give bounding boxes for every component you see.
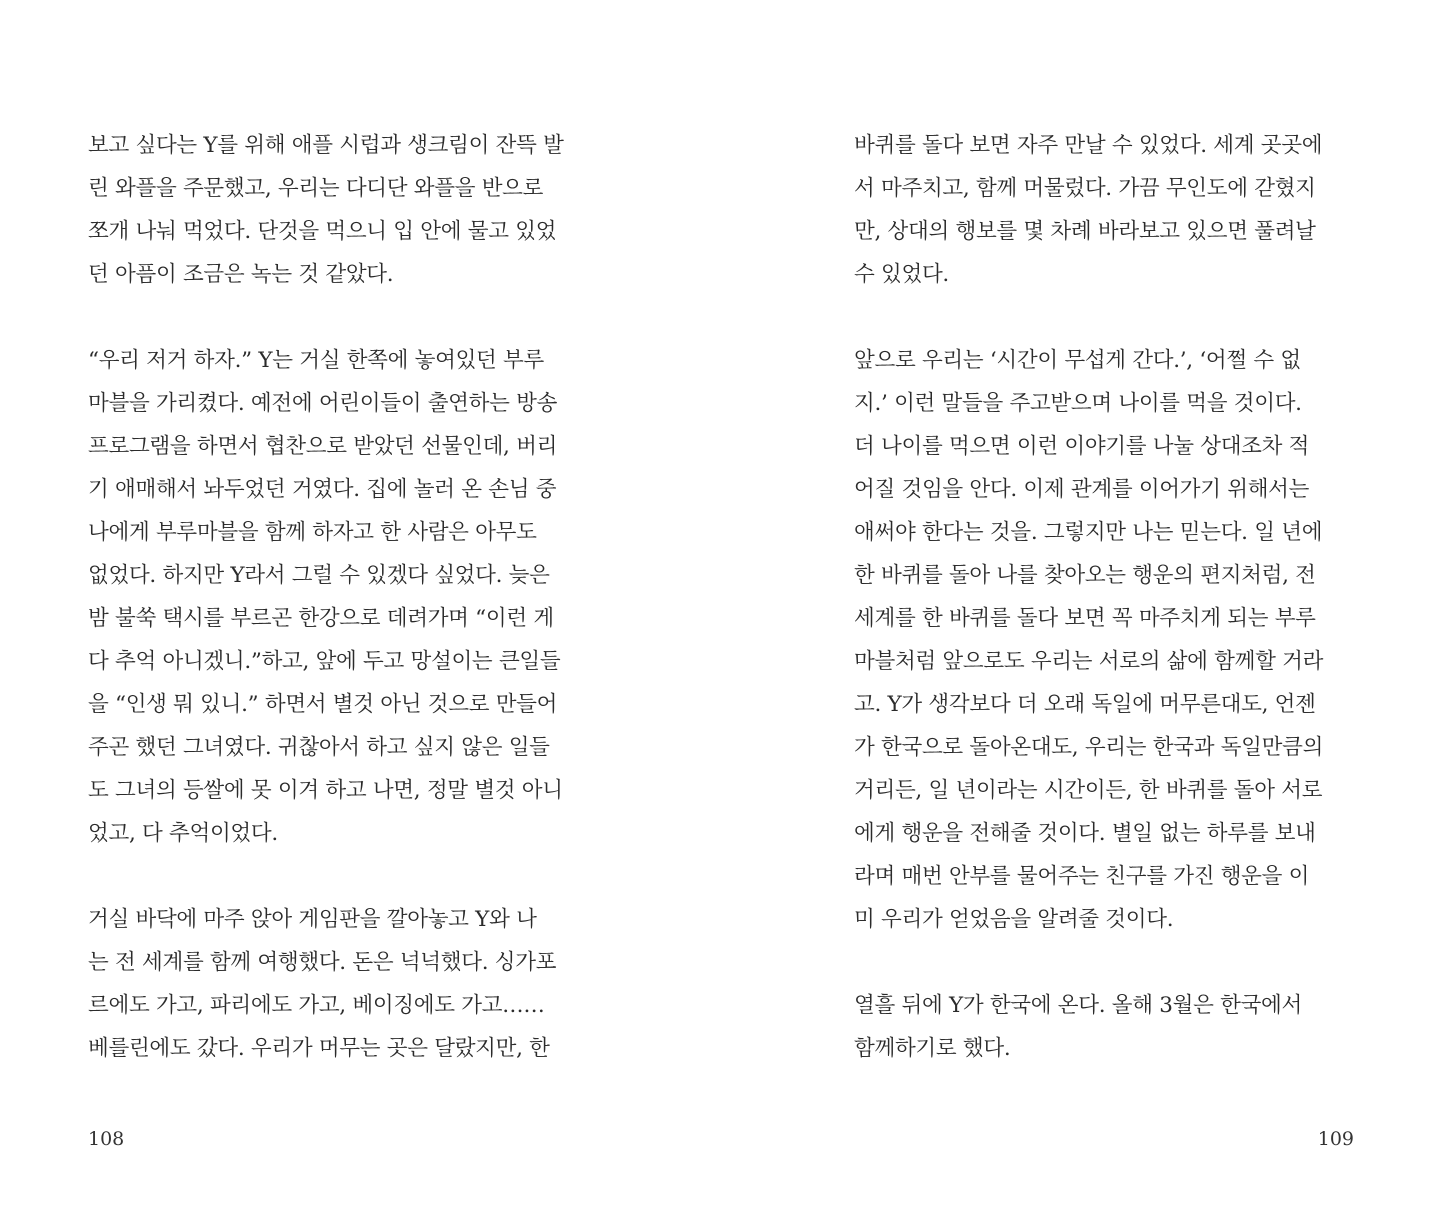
paragraph xyxy=(854,124,1352,296)
text-line: 마블처럼 앞으로도 우리는 서로의 삶에 함께할 거라 xyxy=(854,649,1324,674)
text-line: 을 “인생 뭐 있니.” 하면서 별것 아닌 것으로 만들어 xyxy=(88,692,558,717)
text-line: 프로그램을 하면서 협찬으로 받았던 선물인데, 버리 xyxy=(88,434,558,459)
page-number: 109 xyxy=(1317,1128,1354,1150)
text-line: 도 그녀의 등쌀에 못 이겨 하고 나면, 정말 별것 아니 xyxy=(88,778,563,803)
text-line: 어질 것임을 안다. 이제 관계를 이어가기 위해서는 xyxy=(854,477,1310,502)
text-line: 베를린에도 갔다. 우리가 머무는 곳은 달랐지만, 한 xyxy=(88,1036,550,1061)
text-line: 함께하기로 했다. xyxy=(854,1036,1011,1061)
text-line: 르에도 가고, 파리에도 가고, 베이징에도 가고…… xyxy=(88,993,545,1018)
paragraph-spacer xyxy=(88,855,586,898)
text-line: 지.’ 이런 말들을 주고받으며 나이를 먹을 것이다. xyxy=(854,391,1302,416)
left-page-body xyxy=(88,124,586,1070)
paragraph-spacer xyxy=(854,941,1352,984)
page-number: 108 xyxy=(88,1128,125,1150)
paragraph xyxy=(88,898,586,1070)
text-line: 애써야 한다는 것을. 그렇지만 나는 믿는다. 일 년에 xyxy=(854,520,1323,545)
text-line: 보고 싶다는 Y를 위해 애플 시럽과 생크림이 잔뜩 발 xyxy=(88,133,564,158)
text-line: 었고, 다 추억이었다. xyxy=(88,821,278,846)
text-line: 주곤 했던 그녀였다. 귀찮아서 하고 싶지 않은 일들 xyxy=(88,735,550,760)
text-line: “우리 저거 하자.” Y는 거실 한쪽에 놓여있던 부루 xyxy=(88,348,544,373)
paragraph xyxy=(854,339,1352,941)
text-line: 미 우리가 얻었음을 알려줄 것이다. xyxy=(854,907,1174,932)
right-page-body xyxy=(854,124,1352,1070)
text-line: 라며 매번 안부를 물어주는 친구를 가진 행운을 이 xyxy=(854,864,1310,889)
text-line: 쪼개 나눠 먹었다. 단것을 먹으니 입 안에 물고 있었 xyxy=(88,219,557,244)
text-line: 린 와플을 주문했고, 우리는 다디단 와플을 반으로 xyxy=(88,176,544,201)
text-line: 가 한국으로 돌아온대도, 우리는 한국과 독일만큼의 xyxy=(854,735,1324,760)
text-line: 고. Y가 생각보다 더 오래 독일에 머무른대도, 언젠 xyxy=(854,692,1316,717)
text-line: 한 바퀴를 돌아 나를 찾아오는 행운의 편지처럼, 전 xyxy=(854,563,1316,588)
text-line: 나에게 부루마블을 함께 하자고 한 사람은 아무도 xyxy=(88,520,537,545)
text-line: 바퀴를 돌다 보면 자주 만날 수 있었다. 세계 곳곳에 xyxy=(854,133,1323,158)
text-line: 거리든, 일 년이라는 시간이든, 한 바퀴를 돌아 서로 xyxy=(854,778,1323,803)
text-line: 앞으로 우리는 ‘시간이 무섭게 간다.’, ‘어쩔 수 없 xyxy=(854,348,1301,373)
text-line: 다 추억 아니겠니.”하고, 앞에 두고 망설이는 큰일들 xyxy=(88,649,561,674)
text-line: 기 애매해서 놔두었던 거였다. 집에 놀러 온 손님 중 xyxy=(88,477,557,502)
text-line: 없었다. 하지만 Y라서 그럴 수 있겠다 싶었다. 늦은 xyxy=(88,563,550,588)
text-line: 서 마주치고, 함께 머물렀다. 가끔 무인도에 갇혔지 xyxy=(854,176,1316,201)
text-line: 던 아픔이 조금은 녹는 것 같았다. xyxy=(88,262,394,287)
text-line: 는 전 세계를 함께 여행했다. 돈은 넉넉했다. 싱가포 xyxy=(88,950,557,975)
text-line: 열흘 뒤에 Y가 한국에 온다. 올해 3월은 한국에서 xyxy=(854,993,1302,1018)
text-line: 수 있었다. xyxy=(854,262,949,287)
paragraph xyxy=(88,339,586,855)
paragraph xyxy=(854,984,1352,1070)
right-page xyxy=(720,0,1440,1232)
text-line: 거실 바닥에 마주 앉아 게임판을 깔아놓고 Y와 나 xyxy=(88,907,537,932)
paragraph-spacer xyxy=(88,296,586,339)
paragraph-spacer xyxy=(854,296,1352,339)
text-line: 밤 불쑥 택시를 부르곤 한강으로 데려가며 “이런 게 xyxy=(88,606,554,631)
text-line: 만, 상대의 행보를 몇 차례 바라보고 있으면 풀려날 xyxy=(854,219,1316,244)
text-line: 에게 행운을 전해줄 것이다. 별일 없는 하루를 보내 xyxy=(854,821,1316,846)
text-line: 세계를 한 바퀴를 돌다 보면 꼭 마주치게 되는 부루 xyxy=(854,606,1316,631)
text-line: 더 나이를 먹으면 이런 이야기를 나눌 상대조차 적 xyxy=(854,434,1310,459)
paragraph xyxy=(88,124,586,296)
text-line: 마블을 가리켰다. 예전에 어린이들이 출연하는 방송 xyxy=(88,391,558,416)
